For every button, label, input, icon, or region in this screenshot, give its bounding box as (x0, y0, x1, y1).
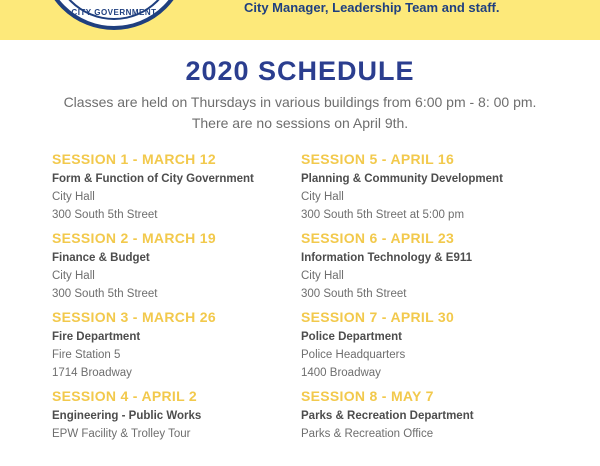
session-title: SESSION 4 - APRIL 2 (52, 388, 197, 404)
session-5 (301, 150, 549, 229)
session-topic: Parks & Recreation Department (301, 410, 474, 422)
session-topic: Finance & Budget (52, 252, 150, 264)
session-title: SESSION 1 - MARCH 12 (52, 151, 216, 167)
session-topic: Planning & Community Development (301, 173, 503, 185)
session-3 (52, 308, 300, 387)
header-banner (0, 0, 600, 40)
session-title: SESSION 7 - APRIL 30 (301, 309, 455, 325)
session-place: City Hall (301, 270, 344, 282)
session-address: 1714 Broadway (52, 367, 132, 379)
session-8 (301, 387, 549, 466)
session-address: 300 South 5th Street (52, 288, 158, 300)
city-seal-logo (40, 0, 188, 30)
session-place: City Hall (52, 270, 95, 282)
seal-text: CITY GOVERNMENT (71, 8, 157, 17)
schedule-column-left (52, 150, 300, 466)
session-title: SESSION 2 - MARCH 19 (52, 230, 216, 246)
banner-tagline: City Manager, Leadership Team and staff. (244, 0, 500, 15)
schedule-column-right (301, 150, 549, 466)
session-topic: Information Technology & E911 (301, 252, 473, 264)
session-7 (301, 308, 549, 387)
session-1 (52, 150, 300, 229)
session-place: City Hall (301, 191, 344, 203)
session-address: 300 South 5th Street (52, 209, 158, 221)
session-topic: Form & Function of City Government (52, 173, 254, 185)
intro-line: There are no sessions on April 9th. (191, 115, 409, 131)
session-place: Police Headquarters (301, 349, 406, 361)
intro-line: Classes are held on Thursdays in various buildings from 6:00 pm - 8: 00 pm. (63, 94, 537, 110)
session-place: City Hall (52, 191, 95, 203)
session-topic: Engineering - Public Works (52, 410, 202, 422)
session-address: 1400 Broadway (301, 367, 381, 379)
session-title: SESSION 3 - MARCH 26 (52, 309, 216, 325)
session-title: SESSION 6 - APRIL 23 (301, 230, 455, 246)
page-title: 2020 SCHEDULE (185, 56, 415, 86)
session-topic: Fire Department (52, 331, 141, 343)
session-title: SESSION 8 - MAY 7 (301, 388, 434, 404)
session-4 (52, 387, 300, 466)
session-2 (52, 229, 300, 308)
session-place: Parks & Recreation Office (301, 428, 434, 440)
session-place: EPW Facility & Trolley Tour (52, 428, 191, 440)
session-place: Fire Station 5 (52, 349, 121, 361)
session-address: 300 South 5th Street (301, 288, 407, 300)
session-title: SESSION 5 - APRIL 16 (301, 151, 455, 167)
intro-text (20, 92, 580, 134)
session-6 (301, 229, 549, 308)
session-address: 300 South 5th Street at 5:00 pm (301, 209, 465, 221)
session-topic: Police Department (301, 331, 402, 343)
